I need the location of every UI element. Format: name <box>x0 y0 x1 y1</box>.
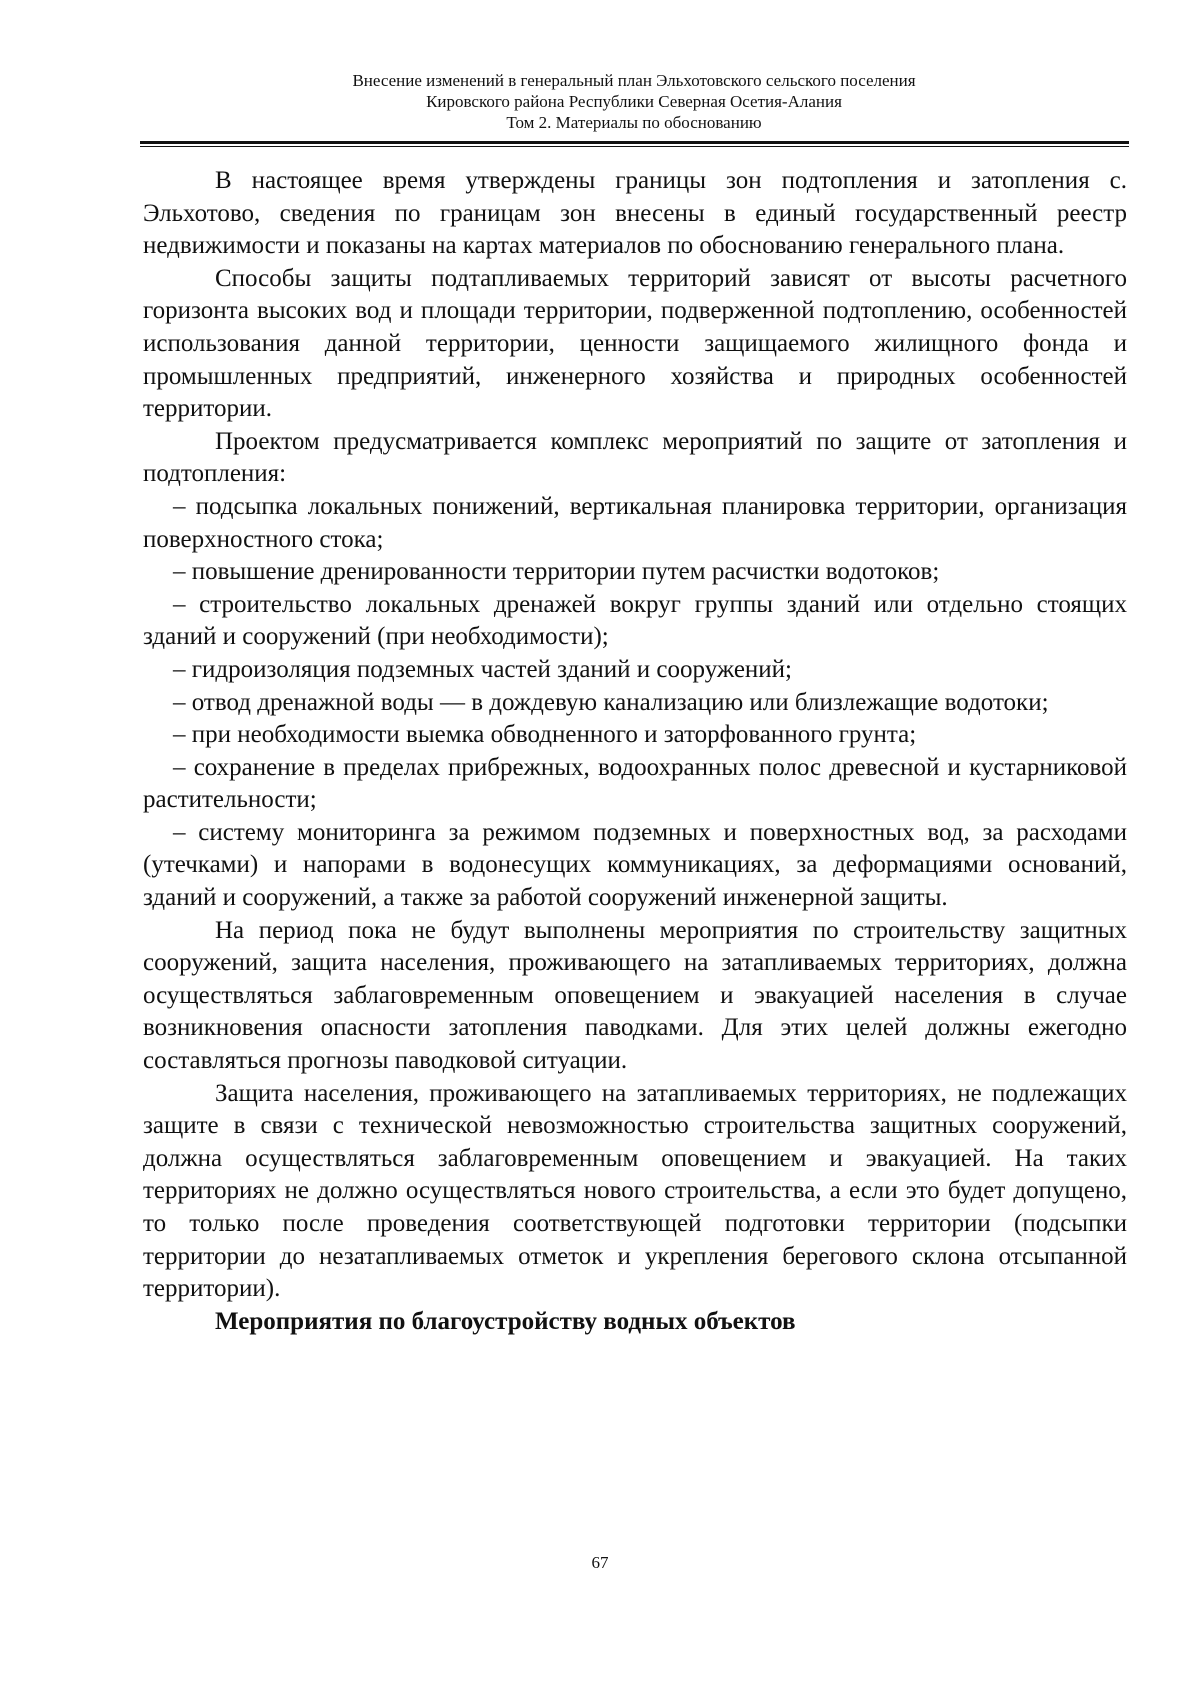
paragraph: В настоящее время утверждены границы зон подтопления и затопления с. Эльхотово, сведения по границам зон внесены в единый государственный реестр недвижимости и показаны на картах материалов по обоснованию генерального плана. <box>143 167 1127 260</box>
header-rule-thick <box>140 141 1129 144</box>
paragraph: Защита населения, проживающего на затапливаемых территориях, не подлежащих защите в связи с технической невозможностью строительства защитных сооружений, должна осуществляться заблаговременным оповещением и эвакуацией. На таких территориях не должно осуществляться нового строительства, а если это будет допущено, то только после проведения соответствующей подготовки территории (подсыпки территории до незатапливаемых отметок и укрепления берегового склона отсыпанной территории). <box>143 1079 1127 1303</box>
body-text <box>143 165 1127 1338</box>
list-item: – гидроизоляция подземных частей зданий и сооружений; <box>173 655 792 683</box>
page-number: 67 <box>591 1553 609 1572</box>
paragraph: Проектом предусматривается комплекс мероприятий по защите от затопления и подтопления: <box>143 427 1127 488</box>
paragraph: На период пока не будут выполнены мероприятия по строительству защитных сооружений, защита населения, проживающего на затапливаемых территориях, должна осуществляться заблаговременным оповещением и эвакуацией населения в случае возникновения опасности затопления паводками. Для этих целей должны ежегодно составляться прогнозы паводковой ситуации. <box>143 916 1127 1075</box>
list-item: – отвод дренажной воды — в дождевую канализацию или близлежащие водотоки; <box>173 688 1049 716</box>
header-line: Кировского района Республики Северная Осетия-Алания <box>426 92 842 111</box>
header-line: Внесение изменений в генеральный план Эльхотовского сельского поселения <box>352 71 916 90</box>
list-item: – строительство локальных дренажей вокруг группы зданий или отдельно стоящих зданий и сооружений (при необходимости); <box>143 590 1127 651</box>
list-item: – сохранение в пределах прибрежных, водоохранных полос древесной и кустарниковой растительности; <box>143 753 1127 814</box>
paragraph: Способы защиты подтапливаемых территорий зависят от высоты расчетного горизонта высоких вод и площади территории, подверженной подтоплению, особенностей использования данной территории, ценности защищаемого жилищного фонда и промышленных предприятий, инженерного хозяйства и природных особенностей территории. <box>143 264 1127 423</box>
header-rule-thin <box>140 146 1129 147</box>
list-item: – подсыпка локальных понижений, вертикальная планировка территории, организация поверхностного стока; <box>143 492 1127 553</box>
running-header <box>140 70 1128 133</box>
list-item: – при необходимости выемка обводненного и заторфованного грунта; <box>173 721 917 749</box>
list-item: – повышение дренированности территории путем расчистки водотоков; <box>173 558 940 586</box>
section-heading: Мероприятия по благоустройству водных объектов <box>215 1307 796 1335</box>
list-item: – систему мониторинга за режимом подземных и поверхностных вод, за расходами (утечками) и напорами в водонесущих коммуникациях, за деформациями оснований, зданий и сооружений, а также за работой сооружений инженерной защиты. <box>143 818 1127 912</box>
header-line: Том 2. Материалы по обоснованию <box>506 113 762 132</box>
